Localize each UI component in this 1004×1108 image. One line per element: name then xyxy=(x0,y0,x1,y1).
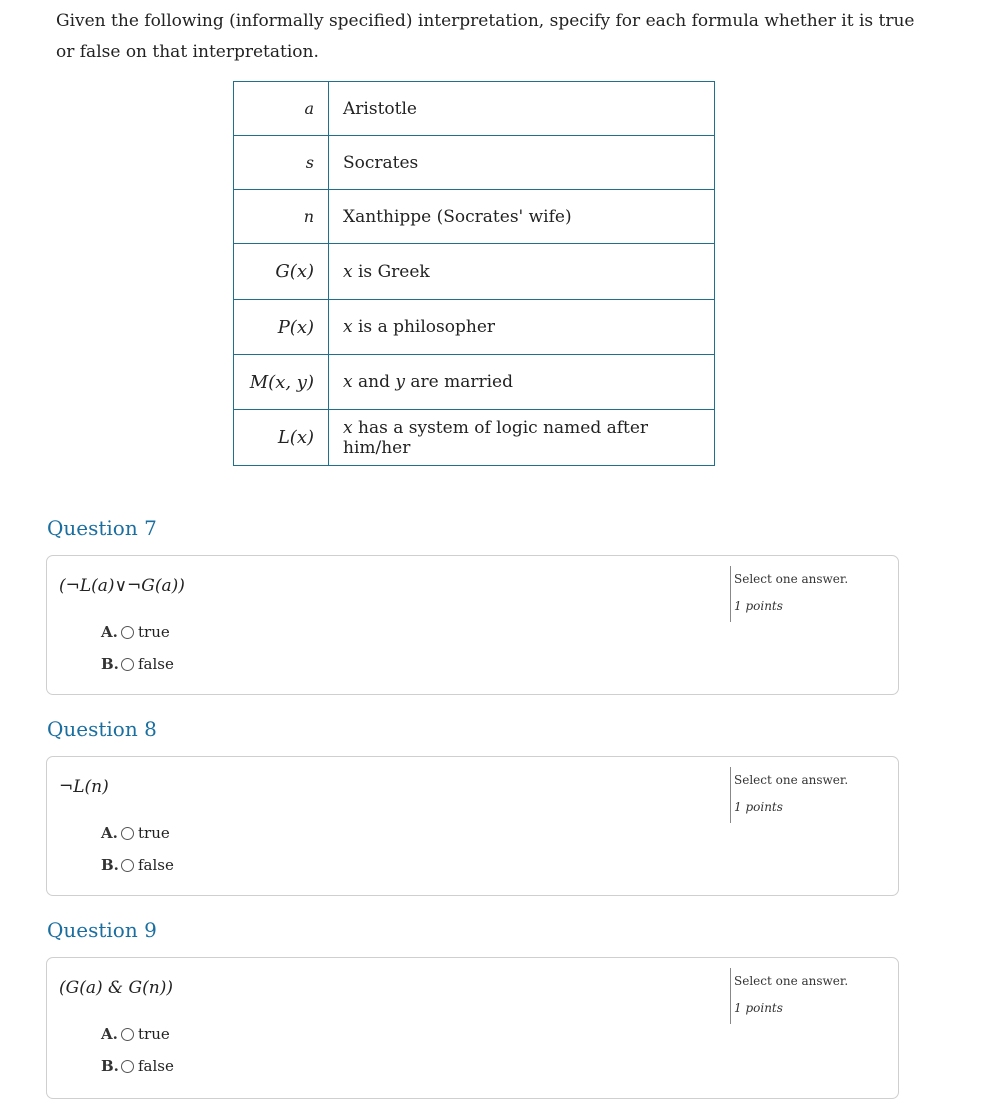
meaning-variable: x xyxy=(343,317,353,337)
option-a[interactable] xyxy=(101,1018,174,1050)
meaning-variable: x xyxy=(343,261,353,282)
symbol-cell: a xyxy=(234,82,329,136)
radio-button[interactable] xyxy=(121,859,134,872)
points-text: 1 points xyxy=(734,1001,783,1015)
symbol-cell: s xyxy=(234,136,329,190)
question-7-box xyxy=(46,555,899,695)
question-7-formula xyxy=(59,576,185,596)
table-row xyxy=(234,136,715,190)
option-letter: A. xyxy=(101,824,118,842)
symbol-cell: M(x, y) xyxy=(234,355,329,410)
radio-button[interactable] xyxy=(121,658,134,671)
points-text: 1 points xyxy=(734,599,783,613)
table-row xyxy=(234,410,715,466)
points-text: 1 points xyxy=(734,800,783,814)
meaning-text: and xyxy=(352,372,396,392)
option-b[interactable] xyxy=(101,849,174,881)
option-label[interactable]: false xyxy=(138,856,174,874)
option-b[interactable] xyxy=(101,1050,174,1082)
meaning-cell xyxy=(329,410,715,466)
question-9-formula xyxy=(59,978,173,998)
question-8-box xyxy=(46,756,899,896)
meaning-cell xyxy=(329,355,715,410)
option-label[interactable]: false xyxy=(138,655,174,673)
table-row xyxy=(234,244,715,300)
option-label[interactable]: false xyxy=(138,1057,174,1075)
meaning-cell: Aristotle xyxy=(329,82,715,136)
option-b[interactable] xyxy=(101,648,174,680)
formula-text: ¬L(n) xyxy=(59,777,109,797)
question-8-meta xyxy=(730,767,848,823)
question-7-title: Question 7 xyxy=(47,516,157,540)
instruction-text: Select one answer. xyxy=(734,572,849,586)
intro-text: Given the following (informally specified) interpretation, specify for each formula whether it is true or false on that interpretation. xyxy=(56,11,915,62)
radio-button[interactable] xyxy=(121,827,134,840)
symbol-cell: L(x) xyxy=(234,410,329,466)
table-row xyxy=(234,300,715,355)
meaning-cell xyxy=(329,300,715,355)
option-label[interactable]: true xyxy=(138,824,170,842)
question-9-meta xyxy=(730,968,848,1024)
meaning-text-2: are married xyxy=(404,372,514,392)
option-letter: B. xyxy=(101,1057,119,1075)
instruction-text: Select one answer. xyxy=(734,773,849,787)
question-7-options xyxy=(101,616,174,680)
question-9-options xyxy=(101,1018,174,1082)
interpretation-table xyxy=(233,81,715,466)
question-8-title: Question 8 xyxy=(47,717,157,741)
meaning-cell: Socrates xyxy=(329,136,715,190)
option-label[interactable]: true xyxy=(138,1025,170,1043)
option-a[interactable] xyxy=(101,817,174,849)
meaning-variable-2: y xyxy=(395,372,405,392)
symbol-cell: n xyxy=(234,190,329,244)
radio-button[interactable] xyxy=(121,1028,134,1041)
meaning-text: is a philosopher xyxy=(352,317,496,337)
formula-text: (G(a) & G(n)) xyxy=(59,978,173,998)
formula-text: (¬L(a)∨¬G(a)) xyxy=(59,576,185,596)
meaning-cell xyxy=(329,244,715,300)
question-9-box xyxy=(46,957,899,1099)
meaning-variable: x xyxy=(343,372,353,392)
option-letter: A. xyxy=(101,1025,118,1043)
symbol-cell: G(x) xyxy=(234,244,329,300)
meaning-variable: x xyxy=(343,417,353,438)
question-8-options xyxy=(101,817,174,881)
option-letter: B. xyxy=(101,655,119,673)
option-a[interactable] xyxy=(101,616,174,648)
meaning-text: is Greek xyxy=(352,261,430,282)
question-7-meta xyxy=(730,566,848,622)
meaning-text: has a system of logic named after him/her xyxy=(343,417,649,458)
option-letter: A. xyxy=(101,623,118,641)
instruction-text: Select one answer. xyxy=(734,974,849,988)
meaning-cell: Xanthippe (Socrates' wife) xyxy=(329,190,715,244)
question-9-title: Question 9 xyxy=(47,918,157,942)
symbol-cell: P(x) xyxy=(234,300,329,355)
table-row xyxy=(234,355,715,410)
option-label[interactable]: true xyxy=(138,623,170,641)
question-8-formula xyxy=(59,777,109,797)
radio-button[interactable] xyxy=(121,626,134,639)
table-row xyxy=(234,82,715,136)
option-letter: B. xyxy=(101,856,119,874)
radio-button[interactable] xyxy=(121,1060,134,1073)
table-row xyxy=(234,190,715,244)
